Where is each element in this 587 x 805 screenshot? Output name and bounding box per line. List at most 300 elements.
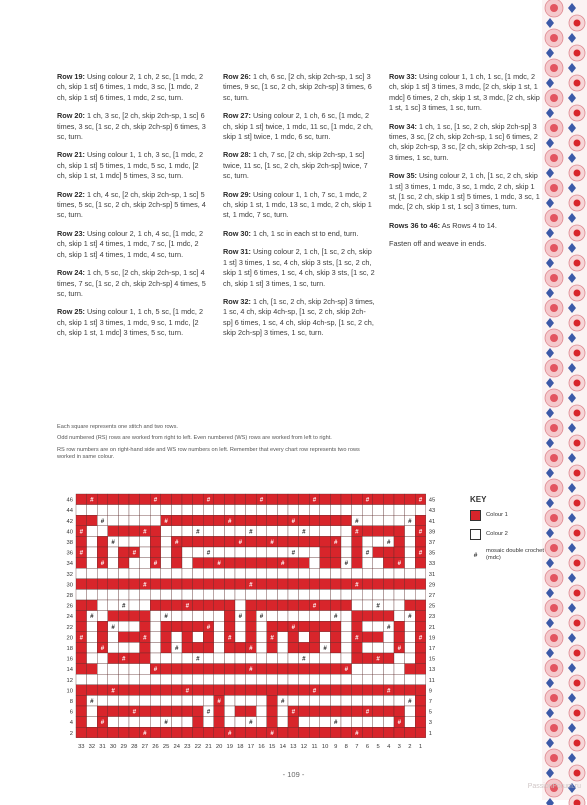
chart-cell <box>97 632 108 643</box>
chart-cell <box>224 664 235 675</box>
chart-cell <box>97 536 108 547</box>
chart-note: Each square represents one stitch and two rows. <box>57 424 377 431</box>
border-diamond <box>568 393 576 403</box>
rs-row-number: 39 <box>429 529 435 535</box>
chart-cell <box>415 653 426 664</box>
mdc-symbol-mark: # <box>80 528 84 535</box>
row-instruction-text: Using colour 2, 1 ch, 2 sc, [1 mdc, 2 ch, skip 1 st] 6 times, 1 mdc, 3 sc, [1 mdc, 2 ch, skip 1 st] 6 times, 1 mdc, 2 sc, turn. <box>57 72 203 102</box>
mdc-symbol-mark: # <box>239 539 243 546</box>
mdc-symbol-mark: # <box>186 603 190 610</box>
ws-row-number: 36 <box>67 551 73 557</box>
chart-cell <box>383 600 394 611</box>
chart-cell <box>140 717 151 728</box>
chart-cell <box>277 536 288 547</box>
chart-cell <box>161 653 172 664</box>
mdc-symbol-mark: # <box>355 634 359 641</box>
chart-cell <box>256 589 267 600</box>
chart-cell <box>214 547 225 558</box>
ws-row-number: 42 <box>67 519 73 525</box>
border-diamond <box>546 798 554 805</box>
chart-cell <box>362 611 373 622</box>
chart-cell <box>214 632 225 643</box>
chart-cell <box>108 706 119 717</box>
chart-cell <box>267 653 278 664</box>
mdc-symbol-mark: # <box>164 719 168 726</box>
chart-cell <box>235 547 246 558</box>
column-number: 22 <box>195 744 201 750</box>
mdc-symbol-mark: # <box>292 624 296 631</box>
chart-cell <box>224 600 235 611</box>
instructions-column-3 <box>389 72 541 258</box>
instruction-paragraph <box>389 239 541 249</box>
mdc-symbol-mark: # <box>249 645 253 652</box>
instruction-paragraph <box>57 111 209 142</box>
chart-cell <box>394 685 405 696</box>
border-diamond <box>568 603 576 613</box>
colour1-label: Colour 1 <box>486 512 508 519</box>
chart-cell <box>373 505 384 516</box>
chart-cell <box>330 494 341 505</box>
chart-cell <box>373 536 384 547</box>
chart-cell <box>267 706 278 717</box>
ws-row-number: 26 <box>67 604 73 610</box>
mdc-symbol-mark: # <box>334 539 338 546</box>
chart-cell <box>373 568 384 579</box>
mdc-symbol-mark: # <box>366 550 370 557</box>
chart-cell <box>171 653 182 664</box>
chart-cell <box>140 621 151 632</box>
chart-cell <box>224 579 235 590</box>
chart-cell <box>87 642 98 653</box>
row-label: Row 31: <box>223 247 251 256</box>
chart-cell <box>267 674 278 685</box>
border-fan-center <box>574 410 581 417</box>
chart-cell <box>341 589 352 600</box>
chart-cell <box>118 685 129 696</box>
rs-row-number: 3 <box>429 720 432 726</box>
chart-cell <box>288 558 299 569</box>
chart-cell <box>76 621 87 632</box>
rs-row-number: 7 <box>429 699 432 705</box>
chart-cell <box>277 717 288 728</box>
border-fan-center <box>550 454 558 462</box>
mdc-symbol-mark: # <box>90 613 94 620</box>
chart-cell <box>267 695 278 706</box>
mdc-symbol-mark: # <box>408 698 412 705</box>
chart-cell <box>140 600 151 611</box>
chart-cell <box>415 589 426 600</box>
chart-cell <box>224 642 235 653</box>
rs-row-number: 25 <box>429 604 435 610</box>
border-diamond <box>546 738 554 748</box>
border-fan-center <box>574 350 581 357</box>
mdc-symbol-mark: # <box>143 581 147 588</box>
chart-cell <box>394 589 405 600</box>
instruction-paragraph <box>389 72 541 114</box>
mdc-symbol-mark: # <box>175 539 179 546</box>
chart-cell <box>373 558 384 569</box>
column-number: 19 <box>226 744 232 750</box>
chart-cell <box>383 589 394 600</box>
border-fan-center <box>574 380 581 387</box>
chart-cell <box>150 579 161 590</box>
row-label: Row 22: <box>57 190 85 199</box>
border-fan-center <box>574 230 581 237</box>
ws-row-number: 34 <box>67 561 74 567</box>
chart-cell <box>214 536 225 547</box>
chart-cell <box>362 589 373 600</box>
column-number: 13 <box>290 744 296 750</box>
border-diamond <box>568 363 576 373</box>
chart-cell <box>182 695 193 706</box>
mdc-symbol-mark: # <box>133 550 137 557</box>
chart-cell <box>193 664 204 675</box>
chart-cell <box>415 621 426 632</box>
chart-cell <box>161 664 172 675</box>
chart-cell <box>394 494 405 505</box>
instruction-paragraph <box>57 229 209 260</box>
chart-cell <box>277 589 288 600</box>
mdc-symbol-mark: # <box>154 497 158 504</box>
mdc-symbol-mark: # <box>398 719 402 726</box>
chart-cell <box>97 727 108 738</box>
chart-cell <box>415 717 426 728</box>
chart-cell <box>87 685 98 696</box>
chart-cell <box>182 717 193 728</box>
chart-cell <box>383 515 394 526</box>
chart-cell <box>277 526 288 537</box>
mdc-symbol-mark: # <box>334 719 338 726</box>
chart-cell <box>299 568 310 579</box>
row-instruction-text: 1 ch, 7 sc, [2 ch, skip 2ch-sp, 1 sc] twice, 11 sc, [1 sc, 2 ch, skip 2ch-sp] twice, 7 sc, turn. <box>223 150 368 180</box>
chart-cell <box>182 589 193 600</box>
border-diamond <box>568 213 576 223</box>
chart-cell <box>277 600 288 611</box>
chart-cell <box>97 547 108 558</box>
chart-cell <box>362 505 373 516</box>
chart-cell <box>129 664 140 675</box>
row-label: Row 20: <box>57 111 85 120</box>
chart-cell <box>97 526 108 537</box>
chart-cell <box>246 727 257 738</box>
mosaic-chart <box>60 490 460 720</box>
chart-cell <box>203 536 214 547</box>
chart-cell <box>150 611 161 622</box>
chart-cell <box>341 526 352 537</box>
chart-cell <box>203 632 214 643</box>
chart-cell <box>97 494 108 505</box>
row-instruction-text: 1 ch, 5 sc, [2 ch, skip 2ch-sp, 1 sc] 4 times, 7 sc, [1 sc, 2 ch, skip 2ch-sp] 4 times, 5 sc, turn. <box>57 268 206 298</box>
chart-cell <box>352 717 363 728</box>
chart-cell <box>203 674 214 685</box>
chart-cell <box>171 632 182 643</box>
chart-cell <box>214 505 225 516</box>
chart-cell <box>309 642 320 653</box>
chart-cell <box>140 494 151 505</box>
chart-cell <box>362 600 373 611</box>
chart-cell <box>309 558 320 569</box>
mdc-symbol-mark: # <box>292 709 296 716</box>
rs-row-number: 33 <box>429 561 435 567</box>
chart-cell <box>203 695 214 706</box>
chart-cell <box>161 547 172 558</box>
chart-cell <box>256 664 267 675</box>
chart-cell <box>118 589 129 600</box>
chart-cell <box>193 685 204 696</box>
mdc-symbol-mark: # <box>101 518 105 525</box>
chart-cell <box>373 642 384 653</box>
chart-cell <box>76 600 87 611</box>
chart-cell <box>108 515 119 526</box>
chart-cell <box>373 494 384 505</box>
chart-cell <box>203 579 214 590</box>
chart-cell <box>140 664 151 675</box>
chart-cell <box>341 536 352 547</box>
chart-cell <box>383 653 394 664</box>
chart-cell <box>171 515 182 526</box>
border-diamond <box>546 18 554 28</box>
border-fan-center <box>574 650 581 657</box>
column-number: 31 <box>99 744 105 750</box>
chart-cell <box>214 727 225 738</box>
border-fan-center <box>574 560 581 567</box>
chart-cell <box>415 611 426 622</box>
mdc-symbol-mark: # <box>323 645 327 652</box>
mdc-symbol-mark: # <box>345 666 349 673</box>
chart-note: RS row numbers are on right-hand side and WS row numbers on left. Remember that every chart row represents two rows worked in same colour. <box>57 447 377 462</box>
row-label: Row 27: <box>223 111 251 120</box>
chart-cell <box>299 674 310 685</box>
row-instruction-text: 1 ch, 1 sc, [1 sc, 2 ch, skip 2ch-sp] 3 times, 3 sc, [2 ch, skip 2ch-sp, 1 sc] 6 times, 2 ch, skip 2ch-sp, 3 sc, [2 ch, skip 2ch-sp, 1 sc] 3 times, 1 sc, turn. <box>389 122 538 162</box>
chart-cell <box>320 632 331 643</box>
border-pattern-art <box>542 0 587 800</box>
column-number: 9 <box>334 744 337 750</box>
chart-cell <box>394 695 405 706</box>
chart-cell <box>118 568 129 579</box>
chart-cell <box>193 579 204 590</box>
row-label: Row 26: <box>223 72 251 81</box>
chart-cell <box>352 674 363 685</box>
chart-cell <box>277 568 288 579</box>
rs-row-number: 9 <box>429 688 432 694</box>
chart-cell <box>394 526 405 537</box>
instruction-paragraph <box>223 297 375 339</box>
border-diamond <box>546 588 554 598</box>
chart-cell <box>161 589 172 600</box>
chart-cell <box>288 579 299 590</box>
chart-cell <box>288 717 299 728</box>
chart-cell <box>140 558 151 569</box>
chart-cell <box>214 600 225 611</box>
border-diamond <box>546 378 554 388</box>
chart-cell <box>171 558 182 569</box>
border-diamond <box>546 318 554 328</box>
chart-cell <box>182 706 193 717</box>
chart-cell <box>277 685 288 696</box>
chart-cell <box>235 717 246 728</box>
rs-row-number: 37 <box>429 540 435 546</box>
chart-cell <box>288 632 299 643</box>
chart-cell <box>277 727 288 738</box>
chart-cell <box>182 653 193 664</box>
chart-cell <box>235 494 246 505</box>
mdc-symbol-mark: # <box>196 656 200 663</box>
column-number: 10 <box>322 744 328 750</box>
chart-cell <box>362 717 373 728</box>
chart-cell <box>299 536 310 547</box>
chart-cell <box>256 706 267 717</box>
chart-cell <box>97 611 108 622</box>
ws-row-number: 22 <box>67 625 73 631</box>
chart-cell <box>299 717 310 728</box>
chart-cell <box>383 579 394 590</box>
chart-cell <box>171 685 182 696</box>
chart-cell <box>76 515 87 526</box>
chart-cell <box>341 653 352 664</box>
chart-cell <box>235 515 246 526</box>
chart-cell <box>405 547 416 558</box>
border-fan-center <box>550 274 558 282</box>
chart-cell <box>182 579 193 590</box>
chart-cell <box>330 685 341 696</box>
chart-cell <box>320 600 331 611</box>
chart-cell <box>320 621 331 632</box>
border-diamond <box>568 3 576 13</box>
border-diamond <box>546 708 554 718</box>
chart-cell <box>76 664 87 675</box>
chart-cell <box>224 494 235 505</box>
chart-cell <box>171 621 182 632</box>
rs-row-number: 19 <box>429 635 435 641</box>
chart-cell <box>341 547 352 558</box>
chart-cell <box>330 547 341 558</box>
ws-row-number: 18 <box>67 646 73 652</box>
chart-cell <box>309 727 320 738</box>
mdc-symbol-mark: # <box>355 581 359 588</box>
chart-cell <box>97 600 108 611</box>
chart-cell <box>288 642 299 653</box>
chart-cell <box>87 505 98 516</box>
chart-cell <box>97 706 108 717</box>
mdc-symbol-mark: # <box>228 634 232 641</box>
chart-cell <box>246 685 257 696</box>
border-fan-center <box>574 110 581 117</box>
chart-cell <box>383 727 394 738</box>
chart-cell <box>76 642 87 653</box>
chart-cell <box>140 685 151 696</box>
rs-row-number: 43 <box>429 508 435 514</box>
mdc-symbol-mark: # <box>133 709 137 716</box>
instruction-paragraph <box>223 72 375 103</box>
chart-cell <box>97 695 108 706</box>
chart-cell <box>267 717 278 728</box>
chart-cell <box>108 632 119 643</box>
chart-cell <box>373 727 384 738</box>
chart-cell <box>150 621 161 632</box>
chart-cell <box>203 568 214 579</box>
chart-cell <box>129 515 140 526</box>
ws-row-number: 20 <box>67 635 73 641</box>
chart-cell <box>277 547 288 558</box>
chart-cell <box>224 621 235 632</box>
chart-cell <box>118 706 129 717</box>
chart-cell <box>330 515 341 526</box>
mdc-symbol-mark: # <box>376 656 380 663</box>
chart-cell <box>288 505 299 516</box>
chart-cell <box>150 568 161 579</box>
chart-cell <box>320 695 331 706</box>
row-instruction-text: Using colour 1, 1 ch, 1 sc, [1 mdc, 2 ch, skip 1 st] 3 times, 3 mdc, [2 ch, skip 1 st, 1 mdc] 6 times, 2 ch, skip 1 st, 3 mdc, [2 ch, skip 1 st, 1 sc] 3 times, 1 sc, turn. <box>389 72 540 112</box>
mdc-symbol-mark: # <box>376 603 380 610</box>
ws-row-number: 10 <box>67 688 73 694</box>
chart-cell <box>171 695 182 706</box>
chart-cell <box>235 558 246 569</box>
chart-cell <box>362 664 373 675</box>
border-fan-center <box>550 4 558 12</box>
chart-cell <box>97 579 108 590</box>
chart-cell <box>383 547 394 558</box>
chart-cell <box>362 632 373 643</box>
rs-row-number: 23 <box>429 614 435 620</box>
chart-cell <box>352 706 363 717</box>
mdc-symbol-mark: # <box>90 497 94 504</box>
chart-cell <box>193 558 204 569</box>
column-number: 20 <box>216 744 222 750</box>
mdc-symbol-mark: # <box>111 687 115 694</box>
chart-cell <box>87 526 98 537</box>
chart-cell <box>246 589 257 600</box>
mdc-symbol-mark: # <box>408 613 412 620</box>
chart-cell <box>161 674 172 685</box>
chart-cell <box>405 642 416 653</box>
mdc-symbol-mark: # <box>175 645 179 652</box>
border-diamond <box>546 348 554 358</box>
decorative-pattern-border <box>542 0 587 800</box>
chart-cell <box>267 505 278 516</box>
chart-cell <box>76 695 87 706</box>
chart-cell <box>288 695 299 706</box>
instruction-paragraph <box>223 190 375 221</box>
chart-cell <box>150 674 161 685</box>
chart-cell <box>235 568 246 579</box>
chart-cell <box>277 653 288 664</box>
chart-cell <box>373 717 384 728</box>
chart-cell <box>320 611 331 622</box>
chart-cell <box>415 642 426 653</box>
border-fan-center <box>574 740 581 747</box>
instruction-paragraph <box>389 221 541 231</box>
chart-cell <box>76 685 87 696</box>
mdc-symbol-mark: # <box>90 698 94 705</box>
border-fan-center <box>574 140 581 147</box>
ws-row-number: 46 <box>67 498 73 504</box>
chart-cell <box>161 494 172 505</box>
chart-cell <box>76 611 87 622</box>
chart-cell <box>224 558 235 569</box>
chart-cell <box>203 727 214 738</box>
chart-cell <box>256 547 267 558</box>
chart-cell <box>108 526 119 537</box>
border-fan-center <box>550 334 558 342</box>
chart-cell <box>140 568 151 579</box>
border-fan-center <box>550 544 558 552</box>
border-fan-center <box>550 394 558 402</box>
chart-cell <box>87 547 98 558</box>
chart-cell <box>415 568 426 579</box>
chart-cell <box>299 600 310 611</box>
chart-cell <box>203 558 214 569</box>
chart-cell <box>330 664 341 675</box>
